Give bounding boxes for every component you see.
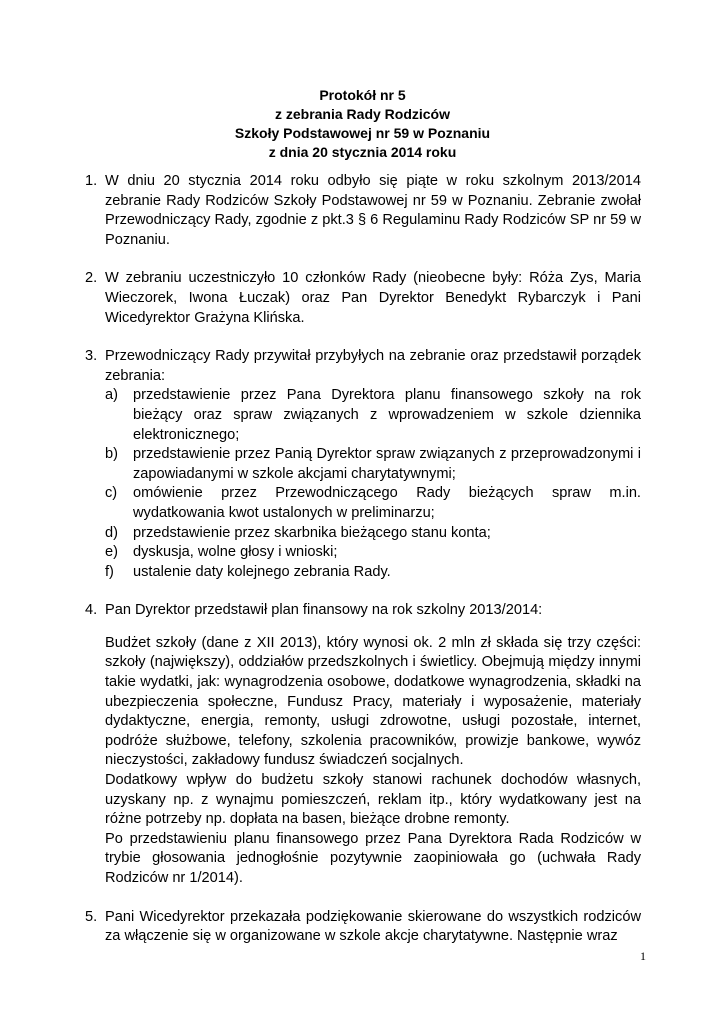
item-number: 3. (85, 348, 98, 365)
protocol-content (85, 172, 641, 947)
agenda-item-d (105, 524, 641, 544)
list-item-3 (85, 347, 641, 582)
agenda-letter: b) (105, 446, 118, 463)
item-text: W zebraniu uczestniczyło 10 członków Rady (nieobecne były: Róża Zys, Maria Wieczorek, Iwona Łuczak) oraz Pan Dyrektor Benedykt Rybarczyk i Pani Wicedyrektor Grażyna Klińska. (105, 270, 641, 326)
agenda-text: przedstawienie przez Pana Dyrektora planu finansowego szkoły na rok bieżący oraz spraw związanych z wprowadzeniem w szkole dziennika elektronicznego; (133, 387, 641, 443)
budget-section (105, 634, 641, 889)
list-item-1 (85, 172, 641, 250)
title-line-date: z dnia 20 stycznia 2014 roku (268, 144, 457, 160)
list-item-2 (85, 269, 641, 328)
document-title (0, 86, 725, 162)
item-text: Pani Wicedyrektor przekazała podziękowanie skierowane do wszystkich rodziców za włączenie się w organizowane w szkole akcje charytatywne. Następnie wraz (105, 908, 641, 945)
item-text: Przewodniczący Rady przywitał przybyłych na zebranie oraz przedstawił porządek zebrania: (105, 348, 641, 384)
agenda-letter: d) (105, 524, 118, 541)
item-number: 5. (85, 908, 98, 925)
agenda-letter: e) (105, 544, 118, 561)
agenda-item-b (105, 445, 641, 484)
income-paragraph: Dodatkowy wpływ do budżetu szkoły stanowi rachunek dochodów własnych, uzyskany np. z wynajmu pomieszczeń, reklam itp., który wydatkowany jest na różne potrzeby np. dopłata na basen, bieżące drobne remonty. (105, 772, 641, 828)
budget-paragraph: Budżet szkoły (dane z XII 2013), który wynosi ok. 2 mln zł składa się trzy części: szkoły (największy), oddziałów przedszkolnych i świetlicy. Obejmują między innymi takie wydatki, jak: wynagrodzenia osobowe, dodatkowe wynagrodzenia, składki na ubezpieczenia społeczne, Fundusz Pracy, materiały i wyposażenie, materiały dydaktyczne, energia, remonty, usługi zdrowotne, usługi pozostałe, internet, podróże służbowe, telefony, szkolenia pracowników, prowizje bankowe, wywóz nieczystości, zakładowy fundusz świadczeń socjalnych. (105, 634, 641, 769)
list-item-4 (85, 601, 641, 888)
title-line-protocol: Protokół nr 5 (319, 87, 406, 103)
resolution-paragraph: Po przedstawieniu planu finansowego przez Pana Dyrektora Rada Rodziców w trybie głosowania jednogłośnie pozytywnie zaopiniowała go (uchwała Rady Rodziców nr 1/2014). (105, 830, 641, 886)
agenda-letter: a) (105, 387, 118, 404)
title-line-meeting: z zebrania Rady Rodziców (274, 106, 451, 122)
page-number: 1 (640, 949, 646, 963)
item-number: 1. (85, 173, 98, 189)
agenda-text: przedstawienie przez Panią Dyrektor spraw związanych z przeprowadzonymi i zapowiadanymi w szkole akcjami charytatywnymi; (133, 446, 641, 482)
item-text: Pan Dyrektor przedstawił plan finansowy na rok szkolny 2013/2014: (105, 602, 543, 619)
agenda-text: ustalenie daty kolejnego zebrania Rady. (133, 563, 391, 580)
item-number: 2. (85, 270, 98, 287)
agenda-item-e (105, 543, 641, 563)
item-number: 4. (85, 602, 98, 619)
agenda-list (105, 386, 641, 582)
agenda-item-f (105, 563, 641, 583)
agenda-item-a (105, 386, 641, 445)
agenda-item-c (105, 484, 641, 523)
agenda-letter: c) (105, 485, 118, 502)
item-text: W dniu 20 stycznia 2014 roku odbyło się piąte w roku szkolnym 2013/2014 zebranie Rady Rodziców Szkoły Podstawowej nr 59 w Poznaniu. Zebranie zwołał Przewodniczący Rady, zgodnie z pkt.3 § 6 Regulaminu Rady Rodziców SP nr 59 w Poznaniu. (105, 173, 641, 248)
agenda-text: omówienie przez Przewodniczącego Rady bieżących spraw m.in. wydatkowania kwot ustalonych w preliminarzu; (133, 485, 641, 521)
agenda-letter: f) (105, 563, 114, 580)
list-item-5 (85, 908, 641, 947)
agenda-text: przedstawienie przez skarbnika bieżącego stanu konta; (133, 524, 491, 541)
title-line-school: Szkoły Podstawowej nr 59 w Poznaniu (234, 125, 491, 141)
agenda-text: dyskusja, wolne głosy i wnioski; (133, 544, 338, 561)
